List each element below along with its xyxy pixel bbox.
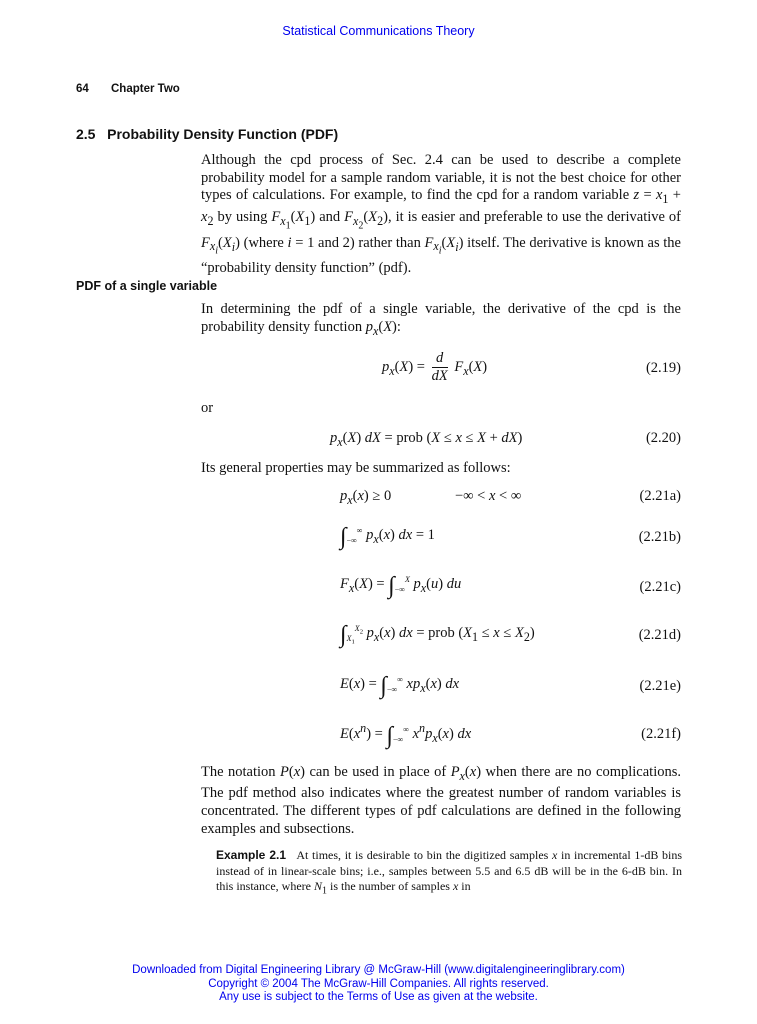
integral-sign-icon: ∫ bbox=[340, 622, 347, 648]
footer-terms-link[interactable]: Any use is subject to the Terms of Use as given at the website. bbox=[219, 991, 538, 1003]
equation-2-21d: $\int_{X_1}^{X_2}$ $p_x(x)$ dx = prob $(X_1 \le x \le X_2)$ bbox=[340, 622, 535, 648]
equation-label-2-21a: (2.21a) bbox=[639, 488, 681, 504]
p1-text-g: itself. The derivative is known as the “probability density function” (pdf). bbox=[201, 234, 681, 277]
footer-copyright-link[interactable]: Copyright © 2004 The McGraw-Hill Companies. All rights reserved. bbox=[208, 977, 549, 990]
equation-label-2-21d: (2.21d) bbox=[638, 627, 681, 643]
chapter-label: Chapter Two bbox=[111, 83, 180, 95]
paragraph-pdf-single: In determining the pdf of a single variable, the derivative of the cpd is the probability density function $p_x(X)$: bbox=[201, 301, 681, 338]
p1-text-f: ) rather than bbox=[349, 234, 425, 251]
paragraph-intro: Although the cpd process of Sec. 2.4 can be used to describe a complete probability model for a sample random variable, it is not the best choice for other types of calculations. For example, to find the cpd for a random variable $z = x_1 + x_2$ by using $F_{x_1}(X_1)$ and $F_{x_2}(X_2)$, it is easier and preferable to use the derivative of $F_{x_i}(X_i)$ (where i = 1 and 2) rather than $F_{x_i}(X_i)$ itself. The derivative is known as the “probability density function” (pdf). bbox=[201, 152, 682, 277]
p1-text-b: by using bbox=[213, 208, 272, 225]
connector-or: or bbox=[201, 400, 214, 416]
equation-label-2-20: (2.20) bbox=[645, 430, 681, 446]
p4-text-a: The notation bbox=[201, 764, 281, 780]
p4-text-b: can be used in place of bbox=[305, 764, 451, 780]
footer bbox=[0, 964, 757, 1005]
p1-text-d: , it is easier and preferable to use the derivative of bbox=[387, 208, 682, 225]
equation-2-20: $p_x(X)$ dX = prob (X ≤ x ≤ X + dX) bbox=[330, 430, 523, 449]
section-heading: 2.5 Probability Density Function (PDF) bbox=[76, 126, 339, 142]
example-text-b: in incremental 1-dB bins instead of in linear-scale bins; i.e., samples between 5.5 and 6.5 dB will be in the 6-dB bin. In this instance, where bbox=[216, 848, 683, 893]
page-number: 64 bbox=[76, 83, 89, 95]
equation-2-21e: $E(x) = \int_{-\infty}^\infty$ $xp_x(x)$ dx bbox=[340, 673, 460, 699]
paragraph-notation: The notation P(x) can be used in place of $P_x(x)$ when there are no complications. The pdf method also indicates where the greatest number of random variables is concentrated. The different types of pdf calculations are defined in the following examples and subsections. bbox=[201, 764, 681, 837]
equation-2-21a: $p_x(x) \ge 0$ bbox=[340, 488, 392, 507]
side-heading: PDF of a single variable bbox=[76, 279, 218, 293]
integral-sign-icon: ∫ bbox=[388, 573, 395, 599]
equation-2-21b: $\int_{-\infty}^\infty$ $p_x(x)$ dx = 1 bbox=[340, 524, 435, 550]
equation-2-21c: $F_x(X) = \int_{-\infty}^X$ $p_x(u)$ du bbox=[340, 573, 462, 599]
example-text-d: in bbox=[458, 879, 471, 893]
equation-label-2-21e: (2.21e) bbox=[639, 678, 681, 694]
example-label: Example 2.1 bbox=[216, 848, 287, 862]
example-2-1: Example 2.1 At times, it is desirable to bin the digitized samples x in incremental 1-dB bins instead of in linear-scale bins; i.e., samples between 5.5 and 6.5 dB will be in the 6-dB bin. In this instance, where $N_1$ is the number of samples x in bbox=[216, 848, 683, 897]
p2-text-a: In determining the pdf of a single variable, the derivative of the cpd is the probability density function bbox=[201, 301, 681, 335]
p1-text-e: (where bbox=[239, 234, 288, 251]
p1-text-a: Although the cpd process of Sec. 2.4 can be used to describe a complete probability model for a sample random variable, it is not the best choice for other types of calculations. For example, to find the cpd for a random variable bbox=[201, 152, 681, 204]
equation-2-19: $p_x(X)$ = $\frac{d}{dX}$ $F_x(X)$ bbox=[382, 350, 488, 384]
integral-sign-icon: ∫ bbox=[340, 524, 347, 550]
integral-sign-icon: ∫ bbox=[386, 722, 394, 749]
equation-label-2-19: (2.19) bbox=[645, 360, 681, 376]
footer-download-link[interactable]: Downloaded from Digital Engineering Library @ McGraw-Hill (www.digitalengineeringlibrary.com) bbox=[132, 964, 625, 976]
equation-label-2-21b: (2.21b) bbox=[638, 529, 681, 545]
running-header-title[interactable]: Statistical Communications Theory bbox=[282, 24, 475, 38]
example-text-c: is the number of samples bbox=[326, 879, 453, 893]
equation-2-21f: $E(x^n) = \int_{-\infty}^\infty$ $x^np_x(x)$ dx bbox=[340, 721, 472, 749]
fraction-d-dX: $\frac{d}{dX}$ bbox=[431, 350, 448, 384]
p1-text-c: and bbox=[315, 208, 345, 225]
integral-sign-icon: ∫ bbox=[380, 673, 387, 699]
equation-2-21a-range: −∞ < x < ∞ bbox=[455, 488, 522, 504]
example-text-a: At times, it is desirable to bin the digitized samples bbox=[296, 848, 553, 862]
p4-text-c: when there are no complications. The pdf method also indicates where the greatest number of random variables is concentrated. The different types of pdf calculations are defined in the following examples and subsections. bbox=[201, 764, 681, 837]
equation-label-2-21f: (2.21f) bbox=[641, 726, 681, 742]
p2-text-b: : bbox=[396, 318, 401, 335]
equation-label-2-21c: (2.21c) bbox=[639, 579, 681, 595]
paragraph-properties: Its general properties may be summarized as follows: bbox=[201, 460, 511, 476]
